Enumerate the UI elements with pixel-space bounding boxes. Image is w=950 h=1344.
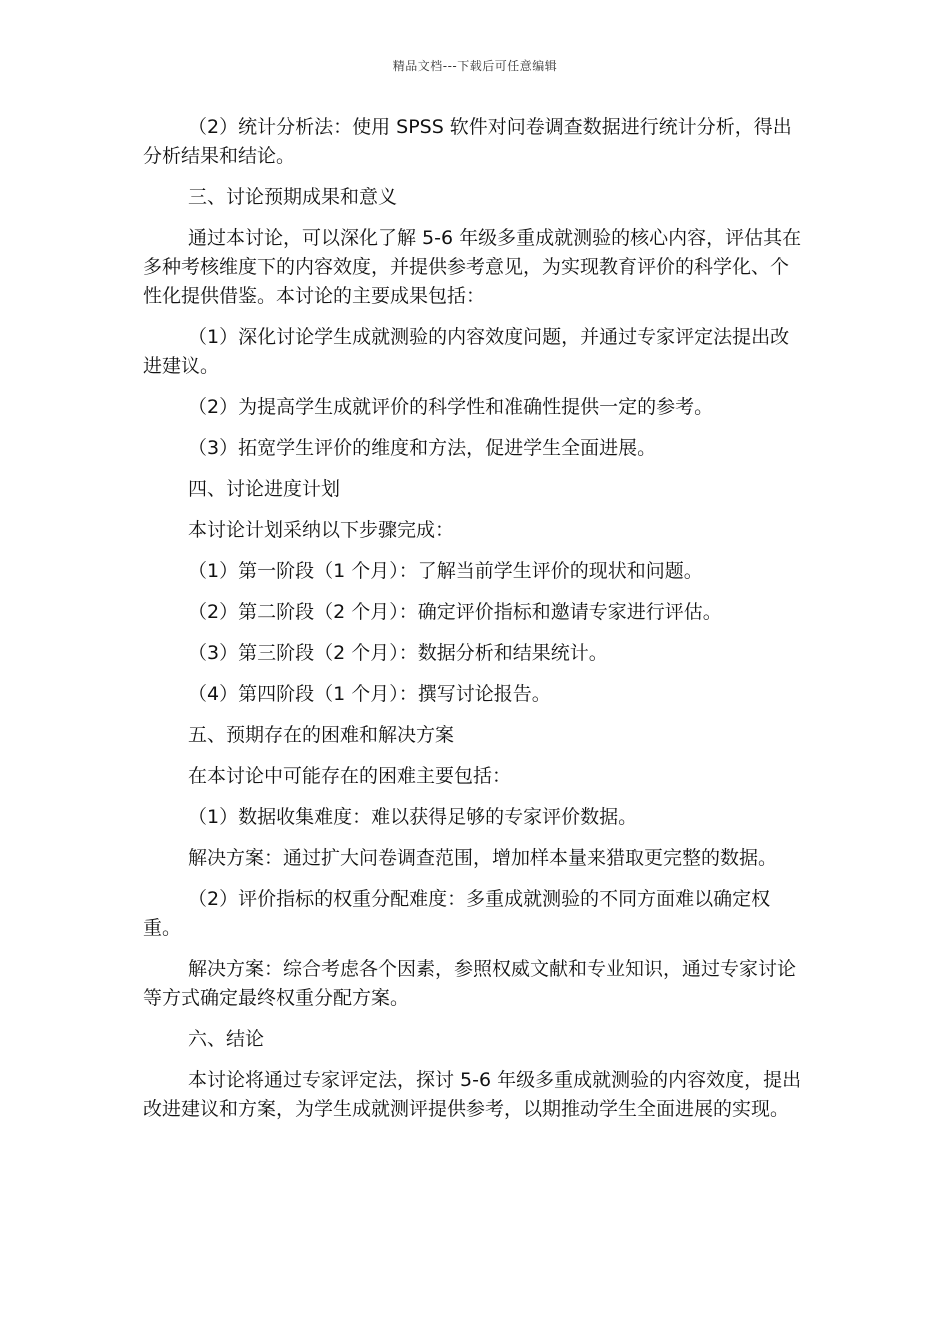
section-heading-difficulties: 五、预期存在的困难和解决方案 <box>188 724 455 746</box>
paragraph-schedule-intro: 本讨论计划采纳以下步骤完成： <box>188 519 455 541</box>
section-heading-schedule: 四、讨论进度计划 <box>188 478 341 500</box>
paragraph-expected-results-intro: 通过本讨论，可以深化了解 5-6 年级多重成就测验的核心内容，评估其在多种考核维度下的内容效度，并提供参考意见，为实现教育评价的科学化、个性化提供借鉴。本讨论的主要成果包括： <box>143 227 802 307</box>
list-item-result-3: （3）拓宽学生评价的维度和方法，促进学生全面进展。 <box>188 437 657 459</box>
list-item-difficulty-2: （2）评价指标的权重分配难度：多重成就测验的不同方面难以确定权重。 <box>143 888 771 939</box>
list-item-difficulty-1: （1）数据收集难度：难以获得足够的专家评价数据。 <box>188 806 638 828</box>
paragraph-conclusion: 本讨论将通过专家评定法，探讨 5-6 年级多重成就测验的内容效度，提出改进建议和方案，为学生成就测评提供参考，以期推动学生全面进展的实现。 <box>143 1069 802 1120</box>
page-header: 精品文档---下载后可任意编辑 <box>392 59 558 73</box>
paragraph-statistics-method: （2）统计分析法：使用 SPSS 软件对问卷调查数据进行统计分析，得出分析结果和结论。 <box>143 116 792 167</box>
list-item-result-2: （2）为提高学生成就评价的科学性和准确性提供一定的参考。 <box>188 396 714 418</box>
paragraph-solution-1: 解决方案：通过扩大问卷调查范围，增加样本量来猎取更完整的数据。 <box>188 847 778 869</box>
list-item-result-1: （1）深化讨论学生成就测验的内容效度问题，并通过专家评定法提出改进建议。 <box>143 326 790 377</box>
section-heading-expected-results: 三、讨论预期成果和意义 <box>188 186 398 208</box>
paragraph-difficulties-intro: 在本讨论中可能存在的困难主要包括： <box>188 765 512 787</box>
list-item-stage-1: （1）第一阶段（1 个月）：了解当前学生评价的现状和问题。 <box>188 560 703 582</box>
section-heading-conclusion: 六、结论 <box>188 1028 265 1050</box>
list-item-stage-2: （2）第二阶段（2 个月）：确定评价指标和邀请专家进行评估。 <box>188 601 722 623</box>
document-body <box>143 113 807 1136</box>
paragraph-solution-2: 解决方案：综合考虑各个因素，参照权威文献和专业知识，通过专家讨论等方式确定最终权重分配方案。 <box>143 958 797 1009</box>
list-item-stage-3: （3）第三阶段（2 个月）：数据分析和结果统计。 <box>188 642 608 664</box>
list-item-stage-4: （4）第四阶段（1 个月）：撰写讨论报告。 <box>188 683 551 705</box>
